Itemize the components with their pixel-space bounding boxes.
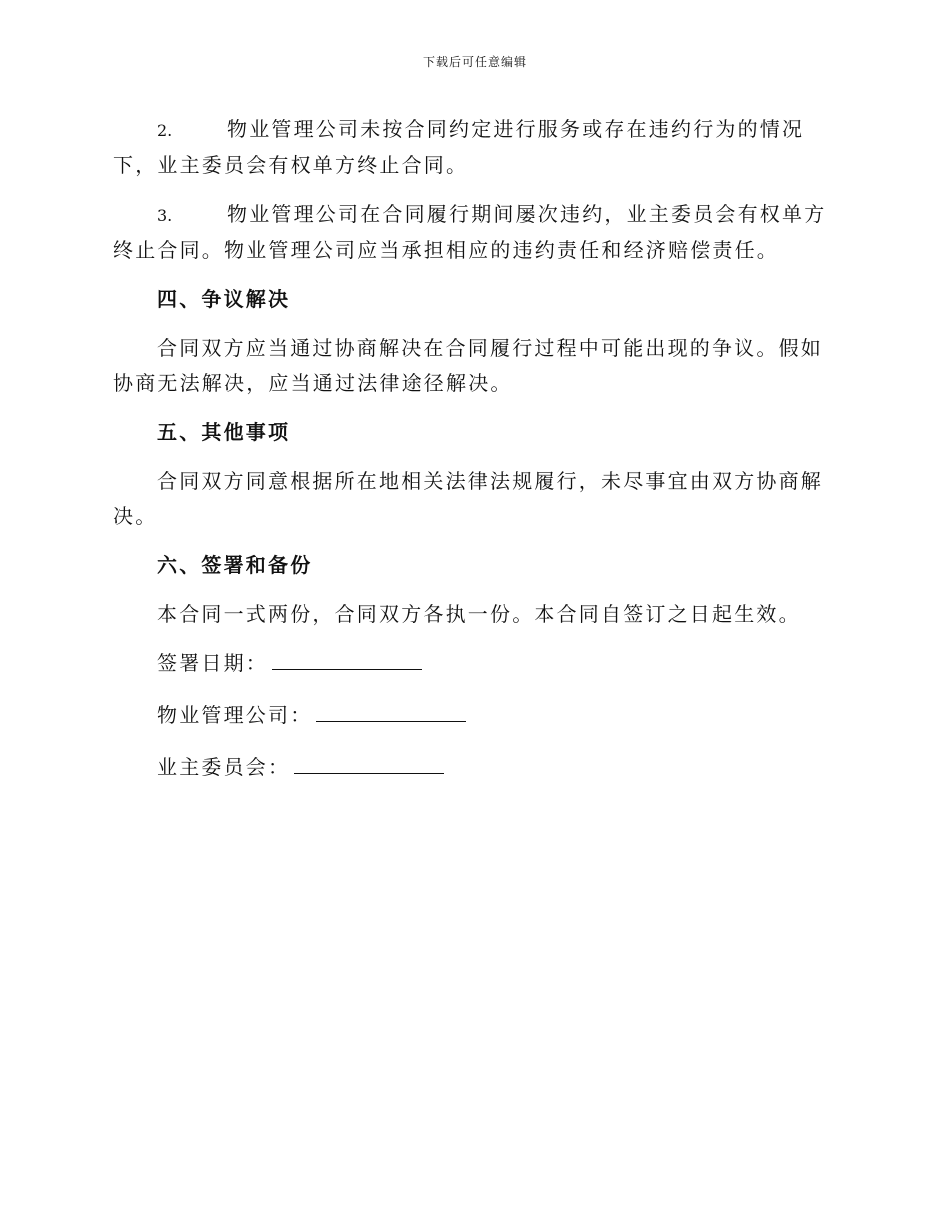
clause-text: 物业管理公司在合同履行期间屡次违约，业主委员会有权单方终止合同。物业管理公司应当承担相应的违约责任和经济赔偿责任。 [113,202,827,262]
signature-company-label: 物业管理公司： [157,703,313,727]
signature-committee-row [113,750,835,785]
signature-committee-blank[interactable] [294,751,444,774]
signature-date-blank[interactable] [272,647,422,670]
signature-date-row [113,646,835,681]
signature-company-blank[interactable] [316,699,466,722]
section-heading-dispute: 四、争议解决 [157,287,291,311]
section-body-dispute: 合同双方应当通过协商解决在合同履行过程中可能出现的争议。假如协商无法解决，应当通过法律途径解决。 [113,336,823,395]
clause-number: 2. [157,121,173,140]
signature-committee-label: 业主委员会： [157,755,291,779]
clause-item-2 [113,112,835,183]
document-body [113,112,835,802]
section-heading-signing: 六、签署和备份 [157,553,313,577]
signature-date-label: 签署日期： [157,651,268,675]
section-body-signing: 本合同一式两份，合同双方各执一份。本合同自签订之日起生效。 [157,602,801,626]
page-header: 下载后可任意编辑 [422,55,527,69]
clause-item-3 [113,197,835,268]
clause-text: 物业管理公司未按合同约定进行服务或存在违约行为的情况下，业主委员会有权单方终止合同。 [113,117,805,177]
section-body-other: 合同双方同意根据所在地相关法律法规履行，未尽事宜由双方协商解决。 [113,469,823,528]
signature-company-row [113,698,835,733]
clause-number: 3. [157,206,173,225]
section-heading-other: 五、其他事项 [157,420,291,444]
